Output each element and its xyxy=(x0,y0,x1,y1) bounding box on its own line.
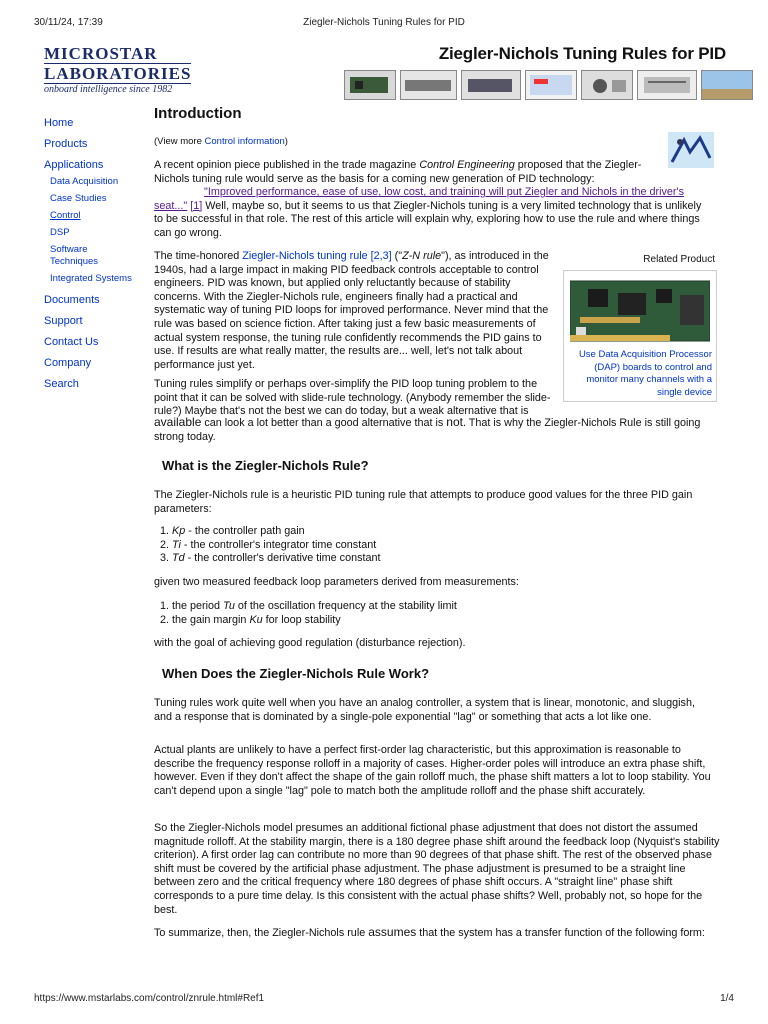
what-paragraph-3: with the goal of achieving good regulation (disturbance rejection). xyxy=(154,637,466,649)
intro-paragraph-1a xyxy=(154,159,644,186)
when-paragraph-4 xyxy=(154,926,714,941)
nav-documents[interactable]: Documents xyxy=(44,294,100,306)
when-p4-b: that the system has a transfer function of the following form: xyxy=(416,927,705,939)
print-doc-title: Ziegler-Nichols Tuning Rules for PID xyxy=(303,17,465,28)
product-thumb-board[interactable] xyxy=(344,70,396,100)
quote-link[interactable]: "Improved performance, ease of use, low cost, and training will put Ziegler and Nichols in the driver's seat..." xyxy=(154,186,684,212)
ku-pre: the gain margin xyxy=(172,613,250,626)
magazine-name: Control Engineering xyxy=(419,159,515,171)
when-paragraph-1: Tuning rules work quite well when you have an analog controller, a system that is linear, monotonic, and sluggish, and a response that is dominated by a single-pole exponential "lag" or something that acts a lot like one. xyxy=(154,697,695,723)
product-image-strip xyxy=(344,70,753,100)
word-not: not xyxy=(446,415,463,429)
gain-list xyxy=(154,525,714,566)
kp-desc: - the controller path gain xyxy=(185,525,305,537)
gain-item-ti xyxy=(172,539,714,553)
measurement-list xyxy=(154,600,714,627)
intro-p3-c: . That is why the Ziegler-Nichols Rule is still going strong today. xyxy=(154,417,701,443)
logo-line2: LABORATORIES xyxy=(44,64,192,83)
ref-1-link[interactable]: [1] xyxy=(190,199,203,212)
view-more-post: ) xyxy=(284,136,288,147)
intro-paragraph-3b xyxy=(154,416,714,444)
print-footer-url: https://www.mstarlabs.com/control/znrule.html#Ref1 xyxy=(34,993,265,1004)
gain-item-td xyxy=(172,552,714,566)
nav-sub-software-techniques[interactable]: Software Techniques xyxy=(50,244,99,267)
intro-p1-c: Well, maybe so, but it seems to us that Ziegler-Nichols tuning is a very limited technology that is unlikely to be successful in that role. The rest of this article will explain why, exploring how to use the rule and where things can go wrong. xyxy=(154,199,702,239)
nav-sub-integrated-systems[interactable]: Integrated Systems xyxy=(50,273,132,284)
left-navigation xyxy=(44,117,144,399)
zn-rule-link[interactable]: Ziegler-Nichols tuning rule [2,3] xyxy=(242,250,392,262)
what-heading: What is the Ziegler-Nichols Rule? xyxy=(162,458,369,473)
tu-pre: the period xyxy=(172,600,224,612)
related-product-caption[interactable]: Use Data Acquisition Processor (DAP) boards to control and monitor many channels with a single device xyxy=(578,349,712,398)
when-heading: When Does the Ziegler-Nichols Rule Work? xyxy=(162,666,430,681)
word-assumes: assumes xyxy=(368,925,417,939)
product-thumb-software[interactable] xyxy=(525,70,577,100)
gain-item-kp xyxy=(172,525,714,539)
nav-sub-control[interactable]: Control xyxy=(50,210,81,221)
nav-sub-dsp[interactable]: DSP xyxy=(50,227,70,238)
zn-rule-abbrev: Z-N rule xyxy=(402,250,442,262)
tu-symbol: Tu xyxy=(223,600,235,612)
intro-heading: Introduction xyxy=(154,105,242,122)
intro-paragraph-3a xyxy=(154,378,554,419)
intro-p1-b: proposed that the Ziegler-Nichols tuning rule would serve as the basis for a coming new generation of PID technology: xyxy=(154,159,642,185)
print-footer-page: 1/4 xyxy=(720,993,734,1004)
product-thumb-chassis[interactable] xyxy=(400,70,457,100)
td-symbol: Td xyxy=(172,552,185,565)
nav-support[interactable]: Support xyxy=(44,315,83,327)
intro-p2-a: The time-honored xyxy=(154,250,243,262)
intro-p3-b: can look a lot better than a good alternative that is xyxy=(201,417,447,429)
intro-p3-a: Tuning rules simplify or perhaps over-simplify the PID loop tuning problem to the point that it can be solved with slide-rule technology. (Anybody remember the slide-rule?) Maybe that's not the best we can do today, but a weak alternative that is xyxy=(154,378,551,418)
kp-symbol: Kp xyxy=(172,525,186,537)
product-thumb-landscape[interactable] xyxy=(701,70,753,100)
related-product-label: Related Product xyxy=(643,254,715,265)
nav-sub-case-studies[interactable]: Case Studies xyxy=(50,193,107,204)
related-product-box xyxy=(563,270,717,402)
site-title: Ziegler-Nichols Tuning Rules for PID xyxy=(438,44,726,63)
nav-applications[interactable]: Applications xyxy=(44,159,104,171)
what-paragraph-2: given two measured feedback loop parameters derived from measurements: xyxy=(154,576,519,588)
nav-sub-data-acquisition[interactable]: Data Acquisition xyxy=(50,176,119,187)
intro-p1-a: A recent opinion piece published in the trade magazine xyxy=(154,159,420,171)
ti-desc: - the controller's integrator time constant xyxy=(180,538,377,551)
nav-products[interactable]: Products xyxy=(44,138,88,150)
nav-contact[interactable]: Contact Us xyxy=(44,336,99,348)
when-paragraph-2: Actual plants are unlikely to have a perfect first-order lag characteristic, but this approximation is reasonable to describe the frequency response rolloff in a majority of cases. Higher-order poles will introduce an extra phase shift, however. Even if they don't affect the shape of the gain rolloff much, the phase shift matters a lot to loop stability. You can't depend upon a single "lag" pole to match both the amplitude rolloff and the phase shift accurately. xyxy=(154,744,711,797)
nav-company[interactable]: Company xyxy=(44,357,92,369)
view-more-pre: (View more xyxy=(154,136,205,147)
product-thumb-card[interactable] xyxy=(461,70,521,100)
meas-item-ku xyxy=(172,614,714,628)
ku-post: for loop stability xyxy=(262,613,341,626)
product-thumb-rack[interactable] xyxy=(637,70,697,100)
site-logo[interactable] xyxy=(44,44,194,95)
td-desc: - the controller's derivative time constant xyxy=(184,552,381,565)
logo-line1: MICROSTAR xyxy=(44,44,158,63)
intro-paragraph-2 xyxy=(154,250,559,372)
control-information-link[interactable]: Control information xyxy=(204,136,285,147)
intro-p2-b: (" xyxy=(391,250,403,262)
view-more-line xyxy=(154,136,288,147)
nav-home[interactable]: Home xyxy=(44,117,74,129)
logo-tagline: onboard intelligence since 1982 xyxy=(44,84,173,95)
print-datetime: 30/11/24, 17:39 xyxy=(34,17,103,28)
ku-symbol: Ku xyxy=(249,613,263,626)
zn-illustration-icon xyxy=(668,132,714,168)
intro-paragraph-1b xyxy=(154,186,704,240)
meas-item-tu xyxy=(172,600,714,614)
product-thumb-device[interactable] xyxy=(581,70,633,100)
when-paragraph-3: So the Ziegler-Nichols model presumes an additional fictional phase adjustment that does not distort the assumed magnitude rolloff. At the stability margin, there is a 180 degree phase shift around the feedback loop (Nyquist's stability criterion). A first order lag can contribute no more than 90 degrees of that phase shift. The rest of the observed phase shift must be covered by the artificial phase adjustment. The phase adjustment is presumed to be a straight line between zero and the critical frequency where 180 degrees of phase shift occurs. A "straight line" phase shift corresponds to a pure time delay. Is this consistent with the actual phase shifts? Well, probably not, so hope for the best. xyxy=(154,822,720,916)
when-p4-a: To summarize, then, the Ziegler-Nichols rule xyxy=(154,927,369,939)
what-paragraph-1: The Ziegler-Nichols rule is a heuristic PID tuning rule that attempts to produce good values for the three PID gain parameters: xyxy=(154,489,693,515)
tu-post: of the oscillation frequency at the stability limit xyxy=(234,600,457,612)
ti-symbol: Ti xyxy=(172,538,181,551)
word-available: available xyxy=(154,415,202,429)
intro-p2-c: "), as introduced in the 1940s, had a large impact in making PID feedback controls acceptable to control engineers. PID was known, but applied only reluctantly because of stability concerns. With the Ziegler-Nichols rule, engineers finally had a practical and systematic way of tuning PID loops for improved performance. Never mind that the rule was based on science fiction. After taking just a few basic measurements of actual system response, the tuning rule confidently recommends the PID gains to use. If results are what really matter, the results are... well, let's not talk about performance just yet. xyxy=(154,250,549,371)
nav-search[interactable]: Search xyxy=(44,378,79,390)
dap-board-image[interactable] xyxy=(570,277,710,347)
